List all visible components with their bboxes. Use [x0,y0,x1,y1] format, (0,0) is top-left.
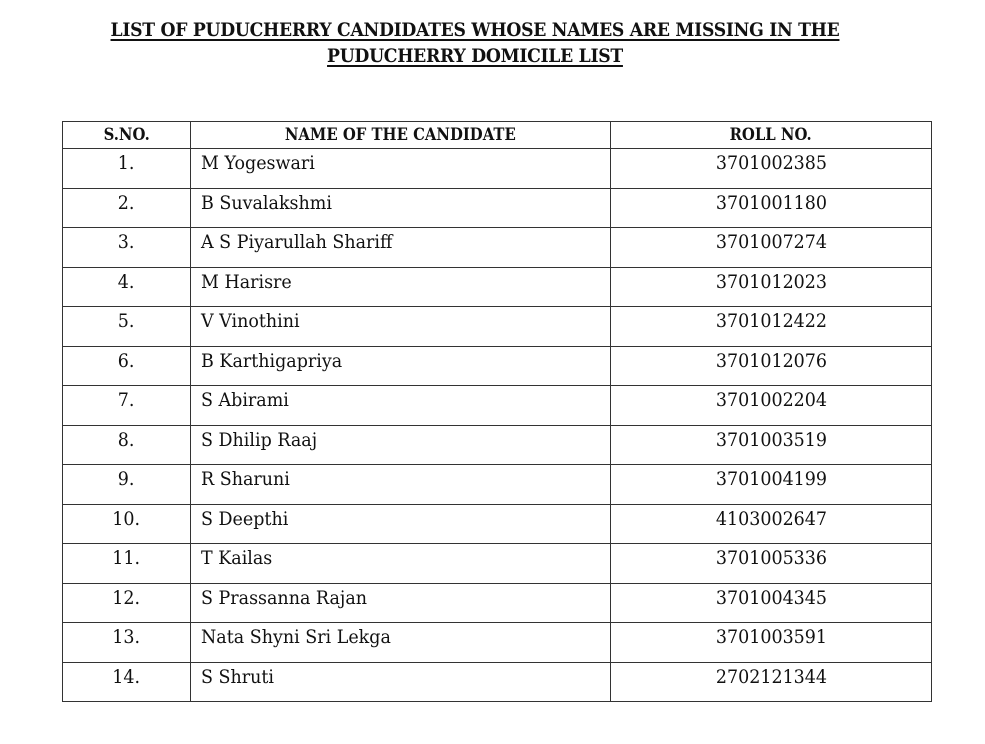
table-row [63,504,932,544]
cell-sno: 8. [63,425,191,465]
title-line-1: LIST OF PUDUCHERRY CANDIDATES WHOSE NAMES ARE MISSING IN THE [110,20,840,41]
cell-roll: 3701001180 [611,188,932,228]
cell-sno: 13. [63,623,191,663]
cell-roll: 3701003591 [611,623,932,663]
cell-name: V Vinothini [191,307,611,347]
cell-name: B Karthigapriya [191,346,611,386]
header-sno: S.NO. [63,122,191,149]
cell-sno: 6. [63,346,191,386]
header-name: NAME OF THE CANDIDATE [191,122,611,149]
cell-name: S Prassanna Rajan [191,583,611,623]
cell-sno: 7. [63,386,191,426]
cell-sno: 11. [63,544,191,584]
table-row [63,267,932,307]
cell-sno: 1. [63,149,191,189]
cell-sno: 3. [63,228,191,268]
table-row [63,465,932,505]
cell-name: S Shruti [191,662,611,702]
cell-name: Nata Shyni Sri Lekga [191,623,611,663]
table-row [63,425,932,465]
cell-roll: 4103002647 [611,504,932,544]
cell-roll: 3701005336 [611,544,932,584]
cell-roll: 3701012422 [611,307,932,347]
cell-name: M Yogeswari [191,149,611,189]
table-row [63,583,932,623]
table-row [63,386,932,426]
cell-name: S Deepthi [191,504,611,544]
cell-sno: 9. [63,465,191,505]
table-header-row [63,122,932,149]
cell-roll: 3701004199 [611,465,932,505]
table-row [63,544,932,584]
cell-roll: 3701012023 [611,267,932,307]
cell-sno: 14. [63,662,191,702]
table-row [63,346,932,386]
cell-roll: 3701012076 [611,346,932,386]
cell-name: S Dhilip Raaj [191,425,611,465]
document-title [33,18,917,70]
cell-roll: 3701002385 [611,149,932,189]
cell-sno: 10. [63,504,191,544]
cell-roll: 3701007274 [611,228,932,268]
cell-sno: 2. [63,188,191,228]
cell-sno: 4. [63,267,191,307]
cell-name: M Harisre [191,267,611,307]
cell-roll: 3701004345 [611,583,932,623]
table-row [63,662,932,702]
cell-name: A S Piyarullah Shariff [191,228,611,268]
cell-name: T Kailas [191,544,611,584]
table-row [63,149,932,189]
cell-sno: 12. [63,583,191,623]
cell-roll: 3701002204 [611,386,932,426]
table-row [63,623,932,663]
table-row [63,307,932,347]
cell-sno: 5. [63,307,191,347]
table-row [63,228,932,268]
cell-roll: 2702121344 [611,662,932,702]
cell-name: R Sharuni [191,465,611,505]
cell-name: S Abirami [191,386,611,426]
title-line-2: PUDUCHERRY DOMICILE LIST [327,46,623,67]
header-roll: ROLL NO. [611,122,932,149]
table-row [63,188,932,228]
cell-name: B Suvalakshmi [191,188,611,228]
cell-roll: 3701003519 [611,425,932,465]
candidates-table [62,121,932,702]
